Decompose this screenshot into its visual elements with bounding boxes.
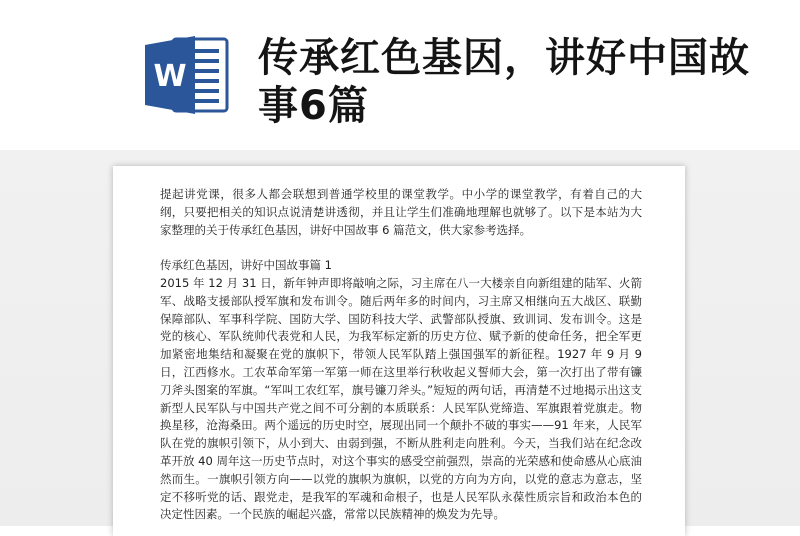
body-paragraph: 2015 年 12 月 31 日，新年钟声即将敲响之际，习主席在八一大楼亲自向新组建的陆军、火箭军、战略支援部队授军旗和发布训令。随后两年多的时间内，习主席又相继向五大战区、联勤保障部队、军事科学院、国防大学、国防科技大学、武警部队授旗、致训词、发布训令。这是党的核心、军队统帅代表党和人民，为我军标定新的历史方位、赋予新的使命任务，把全军更加紧密地集结和凝聚在党的旗帜下，带领人民军队踏上强国强军的新征程。1927 年 9 月 9 日，江西修水。工农革命军第一军第一师在这里举行秋收起义誓师大会，第一次打出了带有镰刀斧头图案的军旗。“军叫工农红军，旗号镰刀斧头。”短短的两句话，再清楚不过地揭示出这支新型人民军队与中国共产党之间不可分割的本质联系：人民军队党缔造、军旗跟着党旗走。物换星移，沧海桑田。两个遥远的历史时空，展现出同一个颠扑不破的事实——91 年来，人民军队在党的旗帜引领下，从小到大、由弱到强，不断从胜利走向胜利。今天，当我们站在纪念改革开放 40 周年这一历史节点时，对这个事实的感受空前强烈，崇高的光荣感和使命感从心底油然而生。一旗帜引领方向——以党的旗帜为旗帜，以党的方向为方向，以党的意志为意志，坚定不移听党的话、跟党走，是我军的军魂和命根子，也是人民军队永葆性质宗旨和政治本色的决定性因素。一个民族的崛起兴盛，常常以民族精神的焕发为先导。: [160, 275, 642, 522]
intro-paragraph: 提起讲党课，很多人都会联想到普通学校里的课堂教学。中小学的课堂教学，有着自己的大纲，只要把相关的知识点说清楚讲透彻，并且让学生们准确地理解也就够了。以下是本站为大家整理的关于传承红色基因，讲好中国故事 6 篇范文，供大家参考选择。: [160, 187, 642, 237]
word-icon: [143, 33, 231, 117]
word-icon-letter: W: [153, 59, 187, 94]
document-content: [160, 186, 642, 524]
header: [0, 0, 800, 150]
section-heading: 传承红色基因，讲好中国故事篇 1: [160, 258, 332, 273]
document-title: 传承红色基因，讲好中国故事6篇: [258, 35, 750, 129]
document-page: [113, 166, 685, 536]
paragraph-spacer: [160, 239, 642, 257]
